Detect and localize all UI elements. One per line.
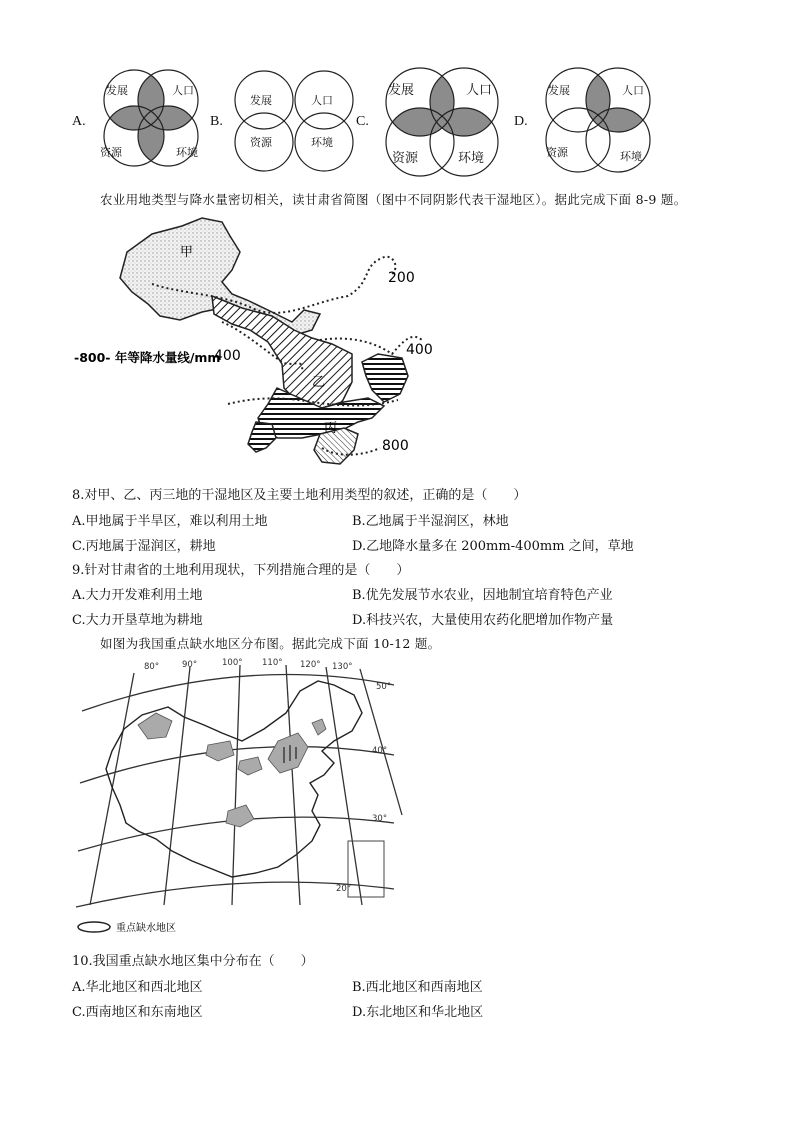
- venn-option-d: [514, 66, 664, 176]
- venn-label-renkou: 人口: [466, 83, 493, 98]
- label-iso-800: 800: [382, 438, 409, 454]
- venn-label-ziyuan: 资源: [100, 146, 122, 159]
- q10-option-c[interactable]: C.西南地区和东南地区: [72, 1005, 203, 1020]
- venn-diagram: [376, 66, 516, 178]
- label-iso-200: 200: [388, 270, 415, 286]
- lon-label-100: 100°: [222, 658, 243, 668]
- option-letter: D.: [514, 114, 528, 129]
- lat-label-30: 30°: [372, 814, 388, 824]
- lon-label-120: 120°: [300, 660, 321, 670]
- venn-diagram: [228, 66, 358, 172]
- q9-stem: 9.针对甘肃省的土地利用现状，下列措施合理的是（ ）: [72, 563, 410, 578]
- lat-label-40: 40°: [372, 746, 388, 756]
- option-letter: A.: [72, 114, 86, 129]
- venn-label-fazhan: 发展: [548, 84, 570, 97]
- label-bing: 丙: [324, 421, 338, 436]
- q8-stem: 8.对甲、乙、丙三地的干湿地区及主要土地利用类型的叙述，正确的是（ ）: [72, 488, 527, 503]
- isohyet-legend: -800- 年等降水量线/mm: [74, 350, 221, 365]
- q10-stem: 10.我国重点缺水地区集中分布在（ ）: [72, 954, 314, 969]
- q10-option-d[interactable]: D.东北地区和华北地区: [352, 1005, 484, 1020]
- q8-option-b[interactable]: B.乙地属于半湿润区，林地: [352, 514, 509, 529]
- region-jia: [120, 218, 320, 336]
- intro-10-12: 如图为我国重点缺水地区分布图。据此完成下面 10-12 题。: [100, 636, 441, 651]
- q9-option-a[interactable]: A.大力开发难利用土地: [72, 588, 203, 603]
- venn-label-huanjing: 环境: [311, 136, 333, 149]
- venn-label-renkou: 人口: [311, 94, 333, 107]
- option-letter: B.: [210, 114, 223, 129]
- venn-option-c: [356, 66, 516, 178]
- venn-label-fazhan: 发展: [388, 83, 415, 98]
- lon-label-90: 90°: [182, 660, 198, 670]
- venn-label-huanjing: 环境: [176, 146, 198, 159]
- venn-diagram: [534, 66, 664, 176]
- lat-label-50: 50°: [376, 682, 392, 692]
- venn-label-ziyuan: 资源: [250, 136, 272, 149]
- lat-label-20: 20°: [336, 884, 352, 894]
- q8-option-d[interactable]: D.乙地降水量多在 200mm-400mm 之间，草地: [352, 539, 634, 554]
- q8-option-a[interactable]: A.甲地属于半旱区，难以利用土地: [72, 514, 268, 529]
- q9-option-b[interactable]: B.优先发展节水农业，因地制宜培育特色产业: [352, 588, 613, 603]
- label-iso-400-right: 400: [406, 342, 433, 358]
- lon-label-110: 110°: [262, 658, 283, 668]
- venn-label-fazhan: 发展: [106, 84, 128, 97]
- venn-option-b: [210, 66, 360, 172]
- label-iso-400-left: 400: [214, 348, 241, 364]
- option-letter: C.: [356, 114, 369, 129]
- q8-option-c[interactable]: C.丙地属于湿润区，耕地: [72, 539, 216, 554]
- venn-label-ziyuan: 资源: [546, 146, 568, 159]
- venn-label-huanjing: 环境: [458, 151, 485, 166]
- q9-option-d[interactable]: D.科技兴农，大量使用农药化肥增加作物产量: [352, 613, 614, 628]
- label-jia: 甲: [180, 245, 194, 260]
- label-yi: 乙: [312, 375, 326, 390]
- venn-label-fazhan: 发展: [250, 94, 272, 107]
- intro-8-9: 农业用地类型与降水量密切相关，读甘肃省简图（图中不同阴影代表干湿地区）。据此完成下面 8-9 题。: [100, 192, 687, 207]
- venn-diagram: [92, 66, 212, 172]
- gansu-map: [72, 212, 442, 472]
- map-legend-label: 重点缺水地区: [116, 923, 176, 934]
- q10-option-a[interactable]: A.华北地区和西北地区: [72, 980, 203, 995]
- venn-label-ziyuan: 资源: [392, 151, 419, 166]
- venn-option-a: [72, 66, 212, 172]
- q9-option-c[interactable]: C.大力开垦草地为耕地: [72, 613, 203, 628]
- q10-option-b[interactable]: B.西北地区和西南地区: [352, 980, 483, 995]
- venn-label-renkou: 人口: [172, 84, 194, 97]
- venn-label-huanjing: 环境: [620, 150, 642, 163]
- lon-label-130: 130°: [332, 662, 353, 672]
- venn-label-renkou: 人口: [622, 84, 644, 97]
- lon-label-80: 80°: [144, 662, 160, 672]
- china-water-shortage-map: [72, 655, 412, 940]
